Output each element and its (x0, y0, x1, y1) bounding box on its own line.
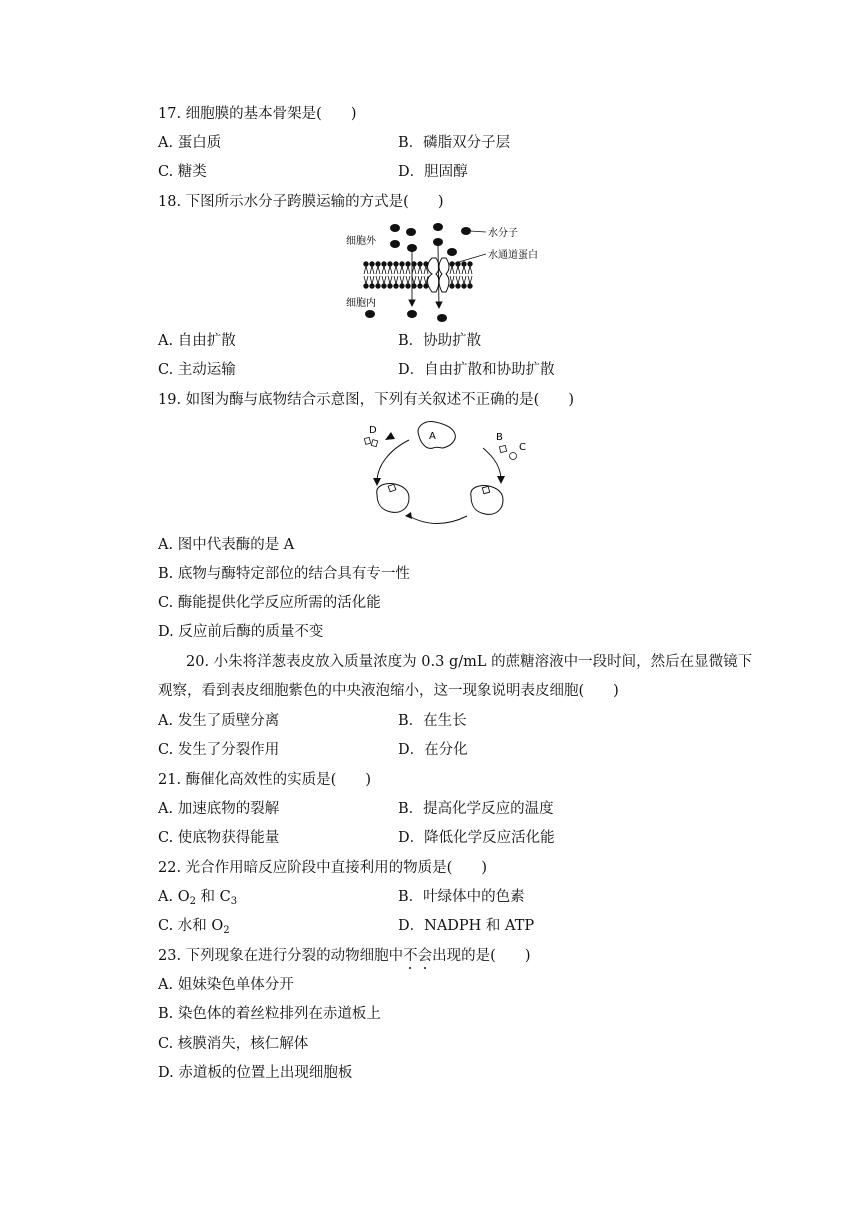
q19-stem: 19. 如图为酶与底物结合示意图，下列有关叙述不正确的是( ) (158, 392, 574, 408)
enzyme-substrate-figure (355, 418, 535, 530)
q22-option-d: D．NADPH 和 ATP (398, 918, 535, 934)
q22-option-a: A. $O_2$ 和 $C_3$ (158, 889, 238, 907)
q22-stem: 22. 光合作用暗反应阶段中直接利用的物质是( ) (158, 860, 487, 876)
label-b: B (496, 432, 503, 443)
q23-option-c: C. 核膜消失，核仁解体 (158, 1036, 309, 1052)
q22-option-b: B．叶绿体中的色素 (398, 889, 525, 905)
q23-stem: 23. 下列现象在进行分裂的动物细胞中不会出现的是( ) (158, 948, 531, 964)
q19-option-d: D. 反应前后酶的质量不变 (158, 624, 324, 640)
q18-option-b: B．协助扩散 (398, 333, 482, 349)
q23-option-d: D. 赤道板的位置上出现细胞板 (158, 1065, 353, 1081)
q20-option-b: B．在生长 (398, 713, 467, 729)
q17-option-c: C. 糖类 (158, 164, 207, 180)
label-outside: 细胞外 (346, 236, 376, 247)
q18-option-a: A. 自由扩散 (158, 333, 236, 349)
q23-option-a: A. 姐妹染色单体分开 (158, 977, 294, 993)
diffusion-arrows (409, 246, 442, 308)
enzyme-a (418, 422, 455, 449)
q20-option-c: C. 发生了分裂作用 (158, 742, 280, 758)
q19-option-b: B. 底物与酶特定部位的结合具有专一性 (158, 566, 410, 582)
q17-option-b: B．磷脂双分子层 (398, 135, 511, 151)
membrane-transport-figure (340, 218, 560, 326)
q20-stem-line2: 观察，看到表皮细胞紫色的中央液泡缩小，这一现象说明表皮细胞( ) (158, 683, 619, 699)
label-inside: 细胞内 (346, 298, 376, 309)
water-molecules-outside (390, 223, 471, 256)
q20-option-d: D．在分化 (398, 742, 468, 758)
q20-stem-line1: 20. 小朱将洋葱表皮放入质量浓度为 0.3 g/mL 的蔗糖溶液中一段时间，然后在显微镜下 (186, 654, 753, 670)
q21-option-b: B．提高化学反应的温度 (398, 801, 554, 817)
q22-option-c: C. 水和 $O_2$ (158, 918, 230, 936)
emphasis-not: 不 (403, 948, 418, 964)
q21-stem: 21. 酶催化高效性的实质是( ) (158, 772, 371, 788)
water-molecules-inside (365, 310, 447, 322)
q19-option-a: A. 图中代表酶的是 A (158, 537, 295, 553)
label-a: A (429, 431, 436, 442)
q18-option-c: C. 主动运输 (158, 362, 236, 378)
q17-stem: 17. 细胞膜的基本骨架是( ) (158, 106, 357, 122)
label-d: D (369, 425, 377, 436)
q18-option-d: D．自由扩散和协助扩散 (398, 362, 555, 378)
q20-option-a: A. 发生了质壁分离 (158, 713, 280, 729)
phospholipid-bilayer (364, 262, 472, 288)
label-water: 水分子 (488, 228, 518, 239)
q21-option-c: C. 使底物获得能量 (158, 830, 280, 846)
label-c: C (519, 442, 526, 453)
emphasis-will: 会 (417, 948, 433, 964)
label-channel: 水通道蛋白 (488, 250, 538, 261)
q18-stem: 18. 下图所示水分子跨膜运输的方式是( ) (158, 194, 444, 210)
q17-option-d: D．胆固醇 (398, 164, 468, 180)
q21-option-a: A. 加速底物的裂解 (158, 801, 280, 817)
q23-option-b: B. 染色体的着丝粒排列在赤道板上 (158, 1006, 381, 1022)
q17-option-a: A. 蛋白质 (158, 135, 222, 151)
q21-option-d: D．降低化学反应活化能 (398, 830, 555, 846)
q19-option-c: C. 酶能提供化学反应所需的活化能 (158, 595, 381, 611)
